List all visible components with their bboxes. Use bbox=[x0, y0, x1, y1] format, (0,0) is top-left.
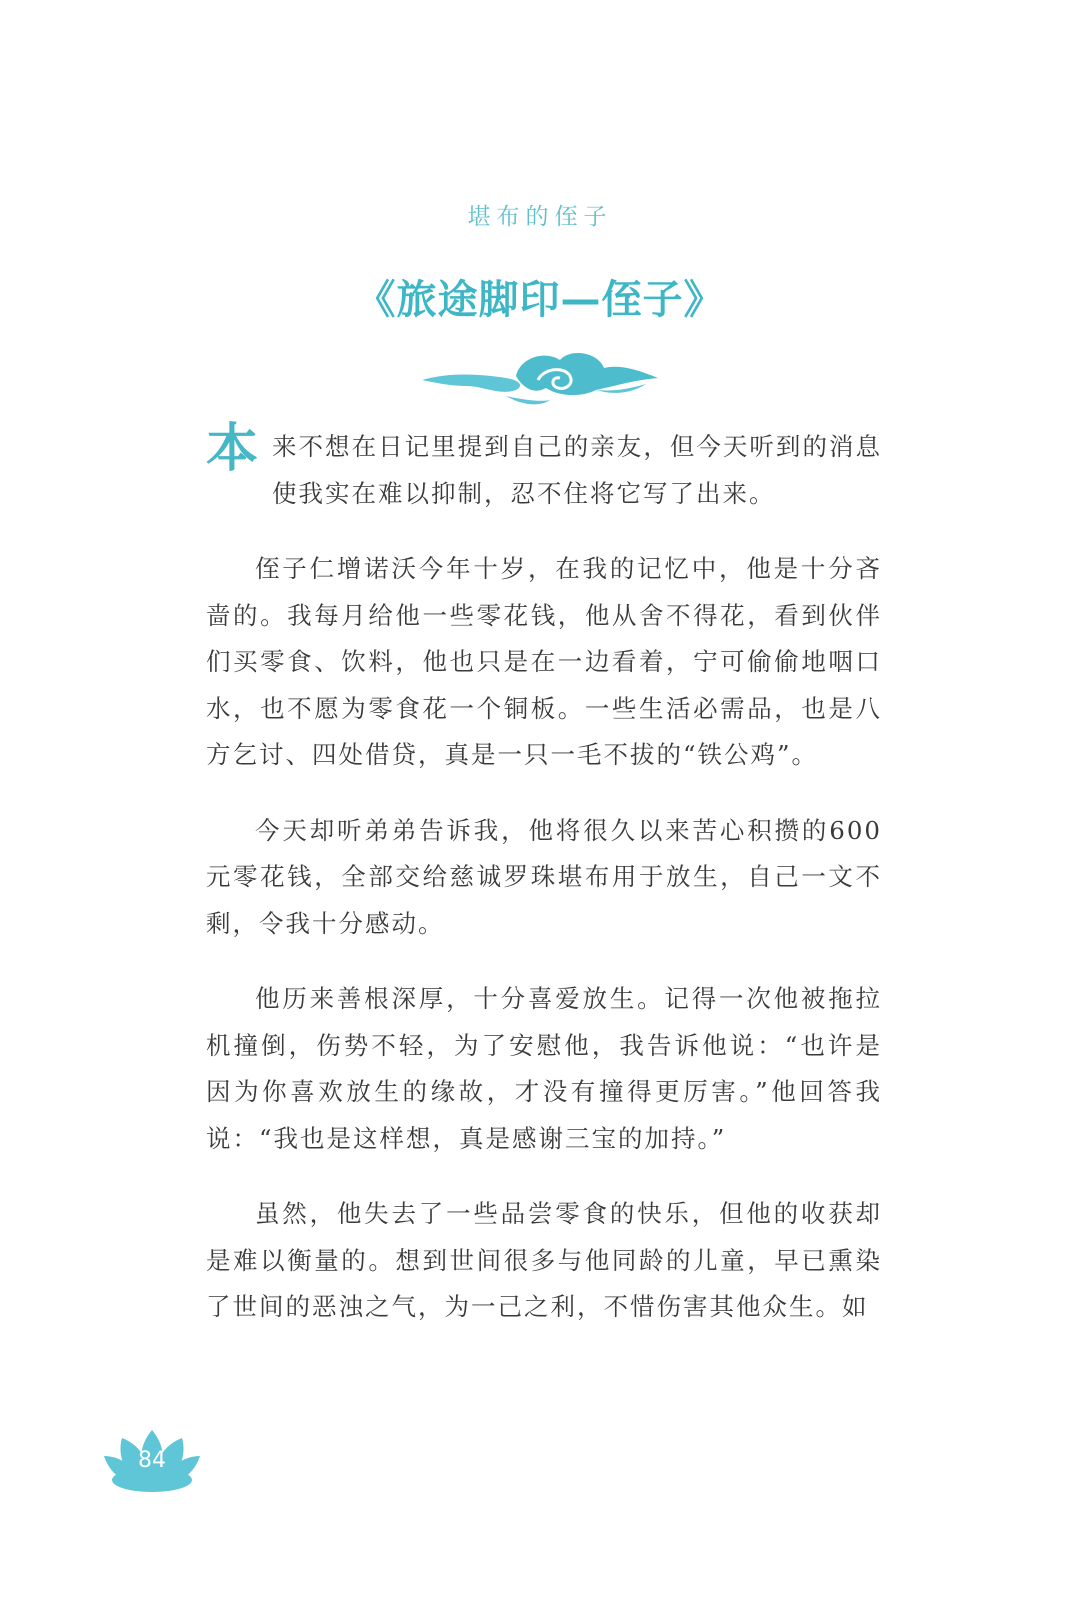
paragraph-4: 他历来善根深厚，十分喜爱放生。记得一次他被拖拉机撞倒，伤势不轻，为了安慰他，我告诉他说：“也许是因为你喜欢放生的缘故，才没有撞得更厉害。”他回答我说：“我也是这样想，真是感谢三宝的加持。” bbox=[206, 984, 882, 1153]
page-number: 84 bbox=[138, 1448, 166, 1473]
paragraph-1 bbox=[206, 419, 882, 517]
cloud-ornament-icon bbox=[420, 346, 660, 412]
paragraph-1-text: 来不想在日记里提到自己的亲友，但今天听到的消息使我实在难以抑制，忍不住将它写了出来。 bbox=[272, 432, 882, 508]
drop-cap: 本 bbox=[206, 419, 259, 479]
paragraph-2: 侄子仁增诺沃今年十岁，在我的记忆中，他是十分吝啬的。我每月给他一些零花钱，他从舍不得花，看到伙伴们买零食、饮料，他也只是在一边看着，宁可偷偷地咽口水，也不愿为零食花一个铜板。一些生活必需品，也是八方乞讨、四处借贷，真是一只一毛不拔的“铁公鸡”。 bbox=[206, 554, 882, 769]
chapter-title: 《旅途脚印—侄子》 bbox=[355, 277, 725, 323]
article-body bbox=[206, 419, 882, 1360]
paragraph-5: 虽然，他失去了一些品尝零食的快乐，但他的收获却是难以衡量的。想到世间很多与他同龄的儿童，早已熏染了世间的恶浊之气，为一己之利，不惜伤害其他众生。如 bbox=[206, 1199, 882, 1321]
running-head: 堪布的侄子 bbox=[467, 204, 613, 230]
paragraph-3: 今天却听弟弟告诉我，他将很久以来苦心积攒的600元零花钱，全部交给慈诚罗珠堪布用于放生，自己一文不剩，令我十分感动。 bbox=[206, 815, 882, 938]
